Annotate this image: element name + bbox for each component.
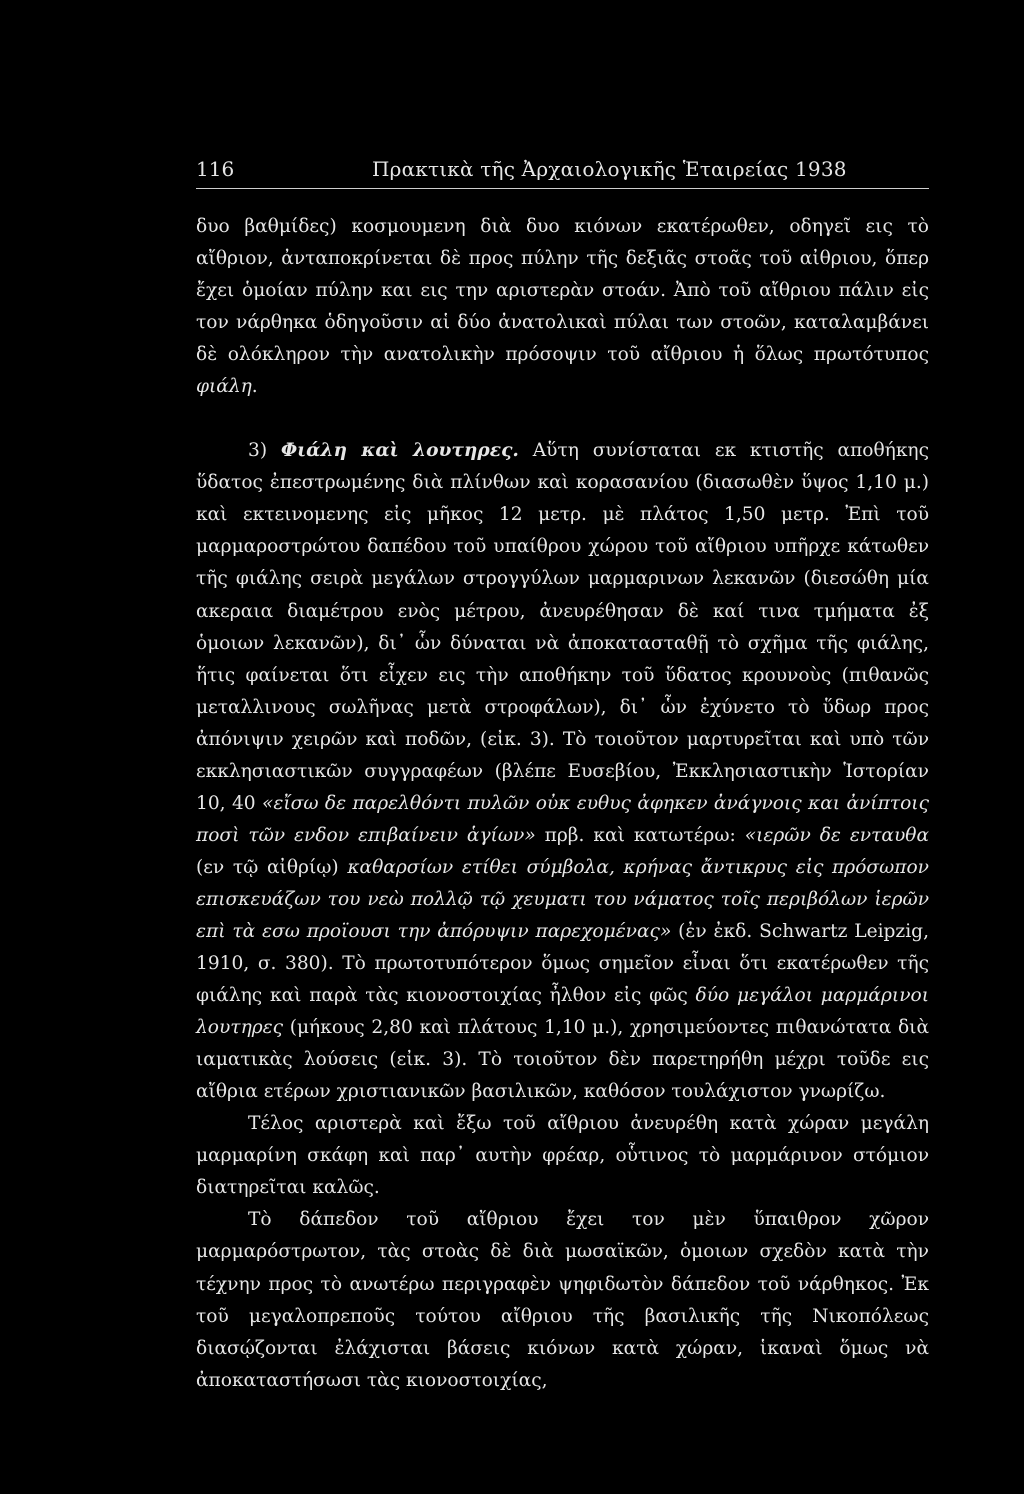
header-rule [196,188,929,189]
section-heading: Φιάλη καὶ λουτηρες. [280,440,519,462]
body-text [196,211,929,1397]
paragraph-2 [196,435,929,1108]
paragraph-3 [196,1108,929,1204]
page-number: 116 [196,157,235,181]
italic-quote: «ιερῶν δε ενταυθα [744,824,929,846]
text-run: Τὸ δάπεδον τοῦ αἴθριου ἔχει τον μὲν ὕπαιθρον χῶρον μαρμαρόστρωτον, τὰς στοὰς δὲ διὰ μωσαϊκῶν, ὁμοιων σχεδὸν κατὰ τὴν τέχνην προς τὸ ανωτέρω περιγραφὲν ψηφιδωτὸν δάπεδον τοῦ νάρθηκος. Ἐκ τοῦ μεγαλοπρεποῦς τούτου αἴθριου τῆς βασιλικῆς τῆς Νικοπόλεως διασῴζονται ἐλάχισται βάσεις κιόνων κατὰ χώραν, ἱκαναὶ ὅμως νὰ ἀποκαταστήσωσι τὰς κιονοστοιχίας, [196,1209,929,1391]
text-run: Αὕτη συνίσταται εκ κτιστῆς αποθήκης ὕδατος ἐπεστρωμένης διὰ πλίνθων καὶ κορασανίου (διασωθὲν ὕψος 1,10 μ.) καὶ εκτεινομενης εἰς μῆκος 12 μετρ. μὲ πλάτος 1,50 μετρ. Ἐπὶ τοῦ μαρμαροστρώτου δαπέδου τοῦ υπαίθρου χώρου τοῦ αἴθριου υπῆρχε κάτωθεν τῆς φιάλης σειρὰ μεγάλων στρογγύλων μαρμαρινων λεκανῶν (διεσώθη μία ακεραια διαμέτρου ενὸς μέτρου, ἀνευρέθησαν δὲ καί τινα τμήματα ἐξ ὁμοιων λεκανῶν), δι᾽ ὧν δύναται νὰ ἀποκατασταθῇ τὸ σχῆμα τῆς φιάλης, ἥτις φαίνεται ὅτι εἶχεν εις τὴν αποθήκην τοῦ ὕδατος κρουνοὺς (πιθανῶς μεταλλινους σωλῆνας μετὰ στροφάλων), δι᾽ ὧν ἐχύνετο τὸ ὕδωρ προς ἀπόνιψιν χειρῶν καὶ ποδῶν, (εἰκ. 3). Τὸ τοιοῦτον μαρτυρεῖται καὶ υπὸ τῶν εκκλησιαστικῶν συγγραφέων (βλέπε Ευσεβίου, Ἐκκλησιαστικὴν Ἱστορίαν 10, 40 [196,440,929,814]
text-run: δυο βαθμίδες) κοσμουμενη διὰ δυο κιόνων εκατέρωθεν, οδηγεῖ εις τὸ αἴθριον, ἀνταποκρίνεται δὲ προς πύλην τῆς δεξιᾶς στοᾶς τοῦ αἰθριου, ὅπερ ἔχει ὁμοίαν πύλην και εις την αριστερὰν στοάν. Ἀπὸ τοῦ αἴθριου πάλιν εἰς τον νάρθηκα ὁδηγοῦσιν αἱ δύο ἀνατολικαὶ πύλαι των στοῶν, καταλαμβάνει δὲ ολόκληρον τὴν ανατολικὴν πρόσοψιν τοῦ αἴθριου ἡ ὅλως πρωτότυπος [196,216,929,366]
paragraph-4 [196,1204,929,1396]
italic-quote: καθαρσίων ετίθει σύμβολα, κρήνας ἄντικρυς εἰς πρόσωπον επισκευάζων του νεὼ πολλῷ τῷ χευματι του νάματος τοῖς περιβόλων ἱερῶν επὶ τὰ εσω προϊουσι την ἀπόρυψιν παρεχομένας» [196,856,929,942]
text-run: (ἐν ἐκδ. Schwartz Leipzig, 1910, σ. 380). Τὸ πρωτοτυπότερον ὅμως σημεῖον εἶναι ὅτι εκατέρωθεν τῆς φιάλης καὶ παρὰ τὰς κιονοστοιχίας ἦλθον εἰς φῶς [196,920,929,1007]
text-run: 3) [248,440,281,462]
italic-quote: «εἴσω δε παρελθόντι πυλῶν οὐκ ευθυς ἀφηκεν ἀνάγνοις και ἀνίπτοις ποσὶ τῶν ενδον επιβαίνειν ἁγίων» [196,792,929,846]
text-run: (εν τῷ αἰθρίῳ) [196,856,348,878]
paragraph-1 [196,211,929,403]
running-title: Πρακτικὰ τῆς Ἀρχαιολογικῆς Ἑταιρείας 1938 [372,157,847,181]
text-run: (μήκους 2,80 καὶ πλάτους 1,10 μ.), χρησιμεύοντες πιθανώτατα διὰ ιαματικὰς λούσεις (εἰκ. 3). Τὸ τοιοῦτον δὲν παρετηρήθη μέχρι τοῦδε εις αἴθρια ετέρων χριστιανικῶν βασιλικῶν, καθόσον τουλάχιστον γνωρίζω. [196,1017,929,1103]
italic-run: φιάλη [196,376,252,398]
text-run: . [251,376,258,398]
text-run: Τέλος αριστερὰ καὶ ἔξω τοῦ αἴθριου ἀνευρέθη κατὰ χώραν μεγάλη μαρμαρίνη σκάφη καὶ παρ᾽ αυτὴν φρέαρ, οὗτινος τὸ μαρμάρινον στόμιον διατηρεῖται καλῶς. [196,1113,929,1199]
page-header [196,157,929,189]
italic-run: δύο μεγάλοι μαρμάρινοι λουτηρες [196,985,929,1039]
text-run: πρβ. καὶ κατωτέρω: [535,824,745,846]
